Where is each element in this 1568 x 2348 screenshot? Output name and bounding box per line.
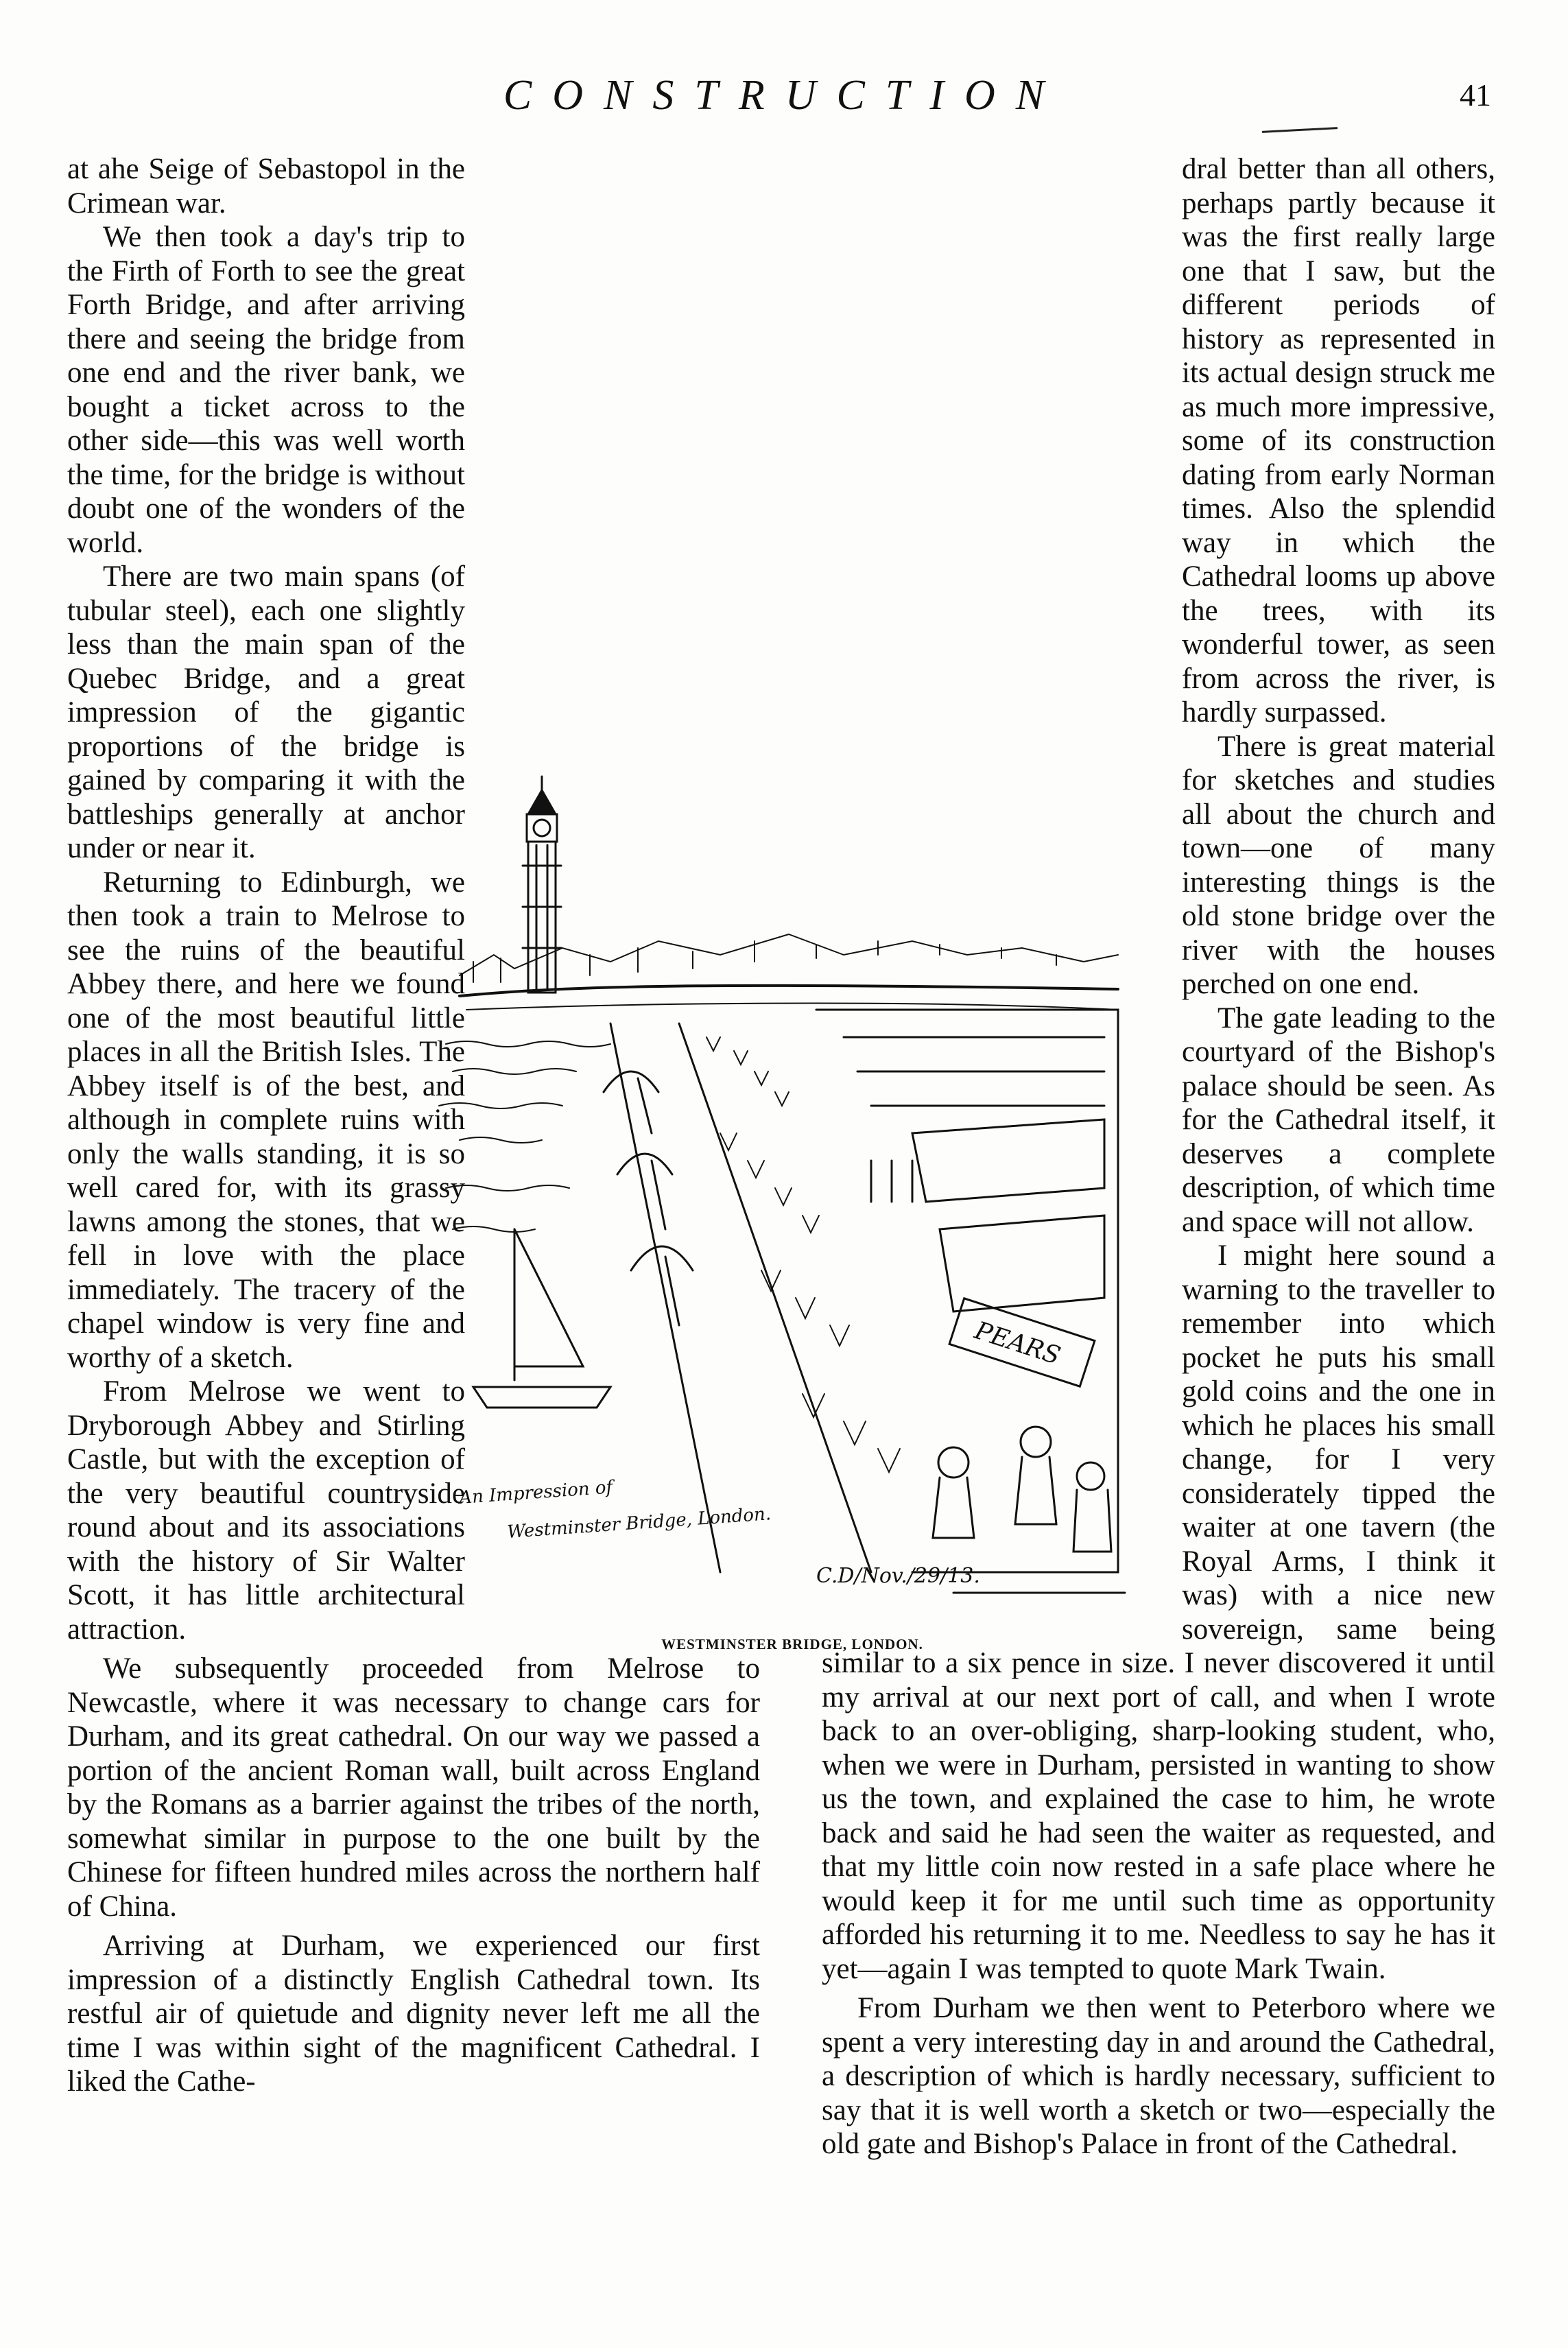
paragraph: dral better than all others, perhaps partly because it was the first really large one that I saw, but the different periods of history as represented in its actual design struck me as much more impressive, some of its construction dating from early Norman times. Also the splendid way in which the Cathedral looms up above the trees, with its wonderful tower, as seen from across the river, is hardly surpassed. [1182,153,1495,728]
paragraph: There are two main spans (of tubular steel), each one slightly less than the main span of the Quebec Bridge, and a great impression of the gigantic proportions of the bridge is gained by comparing it with the battleships generally at anchor under or near it. [67,560,465,864]
river [439,1041,610,1232]
westminster-bridge-sketch [432,749,1152,1620]
paragraph: at ahe Seige of Sebastopol in the Crimean war. [67,153,465,220]
paragraph: Returning to Edinburgh, we then took a train to Melrose to see the ruins of the beautiful Abbey there, and here we found one of the most beautiful little places in all the British Isles. The Abbey itself is of the best, and although in complete ruins with only the walls standing, it is so well cared for, with its grassy lawns among the stones, that we fell in love with the place immediately. The tracery of the chapel window is very fine and worthy of a sketch. [67,866,465,1374]
bridge [604,1023,871,1572]
paragraph: We subsequently proceeded from Melrose to Newcastle, where it was necessary to change cars for Durham, and its great cathedral. On our way we passed a portion of the ancient Roman wall, built across England by the Romans as a barrier against the tribes of the north, somewhat similar in purpose to the one built by the Chinese for fifteen hundred miles across the northern half of China. [67,1652,760,1923]
paragraph: From Melrose we went to Dryborough Abbey and Stirling Castle, but with the exception of the very beautiful countryside round about and its associations with the history of Sir Walter Scott, it has little architectural attraction. [67,1375,465,1646]
page-number: 41 [1460,78,1491,112]
paragraph: From Durham we then went to Peterboro where we spent a very interesting day in and around the Cathedral, a description of which is hardly necessary, sufficient to say that it is well worth a sketch or two—especially the old gate and Bishop's Palace in front of the Cathedral. [822,1992,1495,2160]
running-head: CONSTRUCTION [503,72,1065,119]
paragraph: We then took a day's trip to the Firth of Forth to see the great Forth Bridge, and after arriving there and seeing the bridge from one end and the river bank, we bought a ticket across to the other side—this was well worth the time, for the bridge is without doubt one of the wonders of the world. [67,221,465,559]
svg-text:PEARS: PEARS [971,1316,1064,1371]
advert-sign [949,1298,1095,1386]
street-buildings [816,1010,1118,1572]
clock-tower [523,776,561,993]
sketch-inscription [457,1477,1125,1593]
figure-caption: WESTMINSTER BRIDGE, LONDON. [661,1636,923,1652]
svg-text:An Impression of: An Impression of [458,1477,614,1508]
svg-text:Westminster Bridge, London.: Westminster Bridge, London. [506,1504,772,1543]
paragraph: Arriving at Durham, we experienced our first impression of a distinctly English Cathedral town. Its restful air of quietude and dignity never left me all the time I was within sight of the magnificent Cathedral. I liked the Cathe- [67,1930,760,2098]
sailboat [473,1229,610,1408]
paragraph: I might here sound a warning to the traveller to remember into which pocket he puts his small gold coins and the one in which he places his small change, for I very considerately tipped the waiter at one tavern (the Royal Arms, I think it was) with a nice new sovereign, same being similar to a six pence in size. I never discovered it until my arrival at our next port of call, and when I wrote back to an over-obliging, sharp-looking student, who, when we were in Durham, persisted in wanting to show us the town, and explained the case to him, he wrote back and said he had seen the waiter as requested, and that my little coin now rested in a safe place where he would keep it for me until such time as opportunity afforded his returning it to me. Needless to say he has it yet—again I was tempted to quote Mark Twain. [822,1240,1495,1985]
foreground-figures [933,1427,1111,1552]
print-mark [1262,127,1338,133]
paragraph: The gate leading to the courtyard of the Bishop's palace should be seen. As for the Cathedral itself, it deserves a complete description, of which time and space will not allow. [1182,1001,1495,1238]
skyline [460,934,1118,1010]
svg-text:C.D/Nov./29/13.: C.D/Nov./29/13. [816,1564,980,1588]
crowd [706,1037,900,1472]
paragraph: There is great material for sketches and studies all about the church and town—one of many interesting things is the old stone bridge over the river with the houses perched on one end. [1182,730,1495,1000]
